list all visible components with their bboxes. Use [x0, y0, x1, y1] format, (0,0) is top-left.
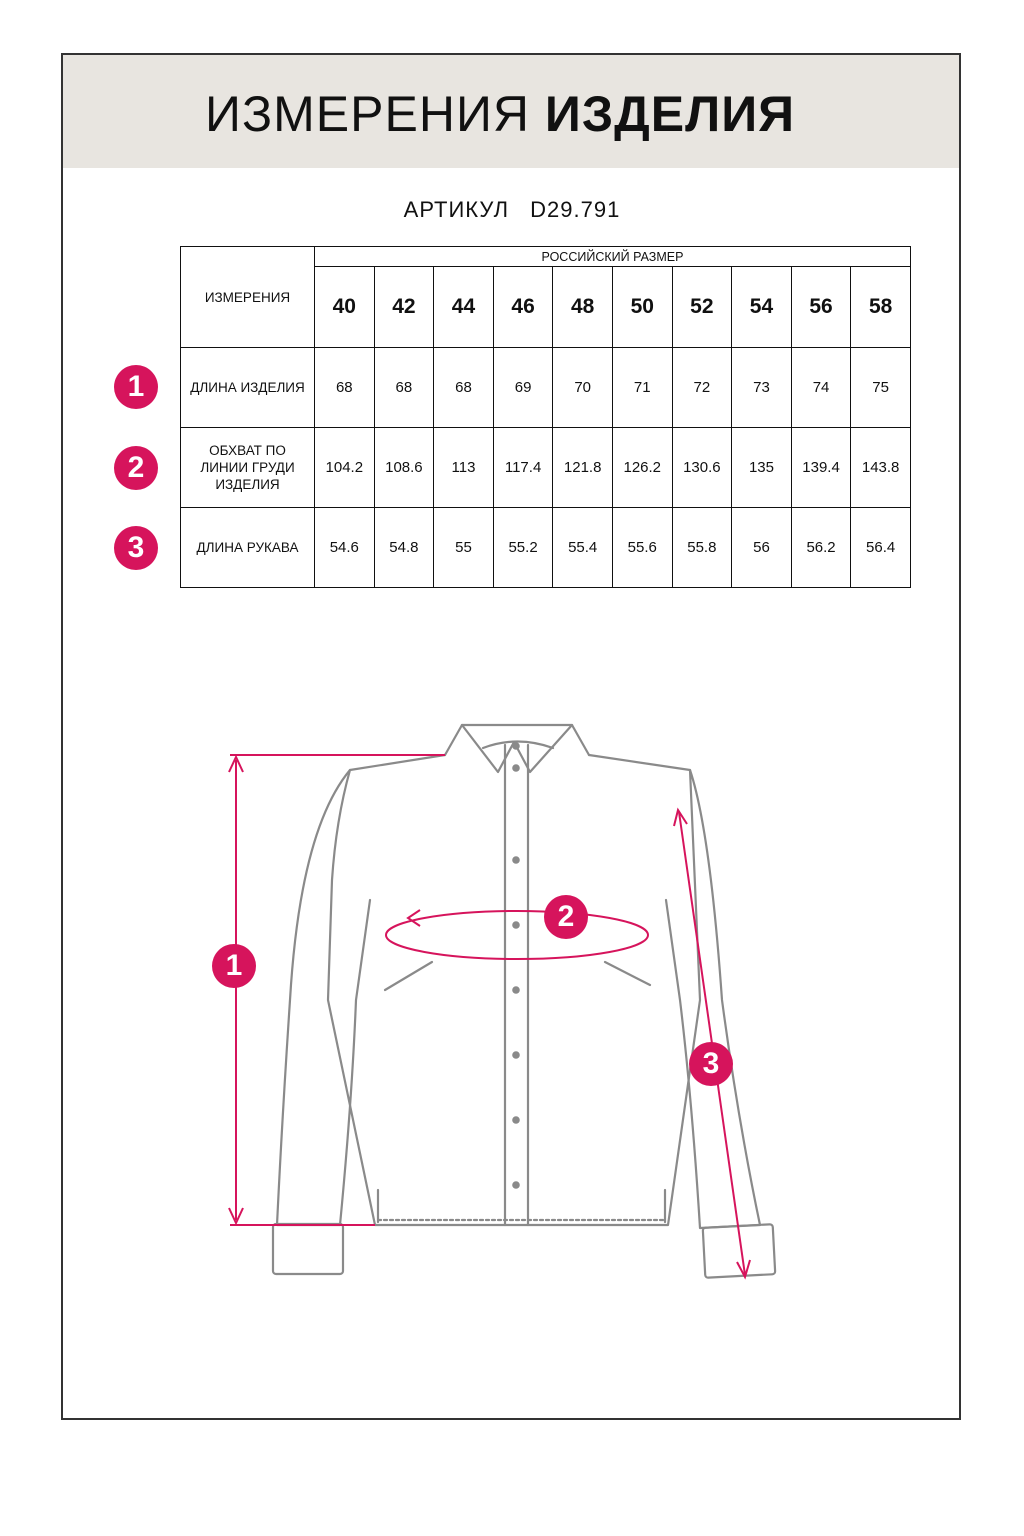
- table-cell: 71: [612, 348, 672, 428]
- chest-ellipse: [386, 911, 648, 959]
- table-cell: 56: [732, 508, 792, 588]
- table-cell: 143.8: [851, 428, 911, 508]
- corner-label: ИЗМЕРЕНИЯ: [181, 247, 315, 348]
- table-cell: 54.8: [374, 508, 434, 588]
- title-bold: ИЗДЕЛИЯ: [544, 86, 796, 142]
- size-group-label: РОССИЙСКИЙ РАЗМЕР: [315, 247, 911, 267]
- row-number-badge-2: 2: [114, 446, 158, 490]
- size-header: 40: [315, 267, 375, 348]
- table-cell: 139.4: [791, 428, 851, 508]
- button-icon: [512, 856, 520, 864]
- article-code: D29.791: [530, 197, 621, 222]
- button-icon: [512, 986, 520, 994]
- size-header: 46: [493, 267, 553, 348]
- table-cell: 117.4: [493, 428, 553, 508]
- title-light: ИЗМЕРЕНИЯ: [205, 86, 530, 142]
- table-cell: 113: [434, 428, 494, 508]
- table-cell: 56.4: [851, 508, 911, 588]
- size-header: 56: [791, 267, 851, 348]
- left-cuff: [273, 1224, 343, 1274]
- row-label: ДЛИНА ИЗДЕЛИЯ: [181, 348, 315, 428]
- size-header: 42: [374, 267, 434, 348]
- table-cell: 74: [791, 348, 851, 428]
- size-header: 58: [851, 267, 911, 348]
- table-cell: 55.2: [493, 508, 553, 588]
- marker-sleeve: 3: [689, 1042, 733, 1086]
- table-cell: 121.8: [553, 428, 613, 508]
- row-number-badge-1: 1: [114, 365, 158, 409]
- table-cell: 68: [434, 348, 494, 428]
- row-label-line: ЛИНИИ ГРУДИ: [200, 460, 295, 475]
- table-cell: 104.2: [315, 428, 375, 508]
- right-sleeve: [666, 770, 760, 1228]
- table-cell: 135: [732, 428, 792, 508]
- marker-chest: 2: [544, 895, 588, 939]
- dart-left: [385, 962, 432, 990]
- table-cell: 55.4: [553, 508, 613, 588]
- button-icon: [512, 1116, 520, 1124]
- shirt-outline: [273, 725, 775, 1278]
- table-cell: 72: [672, 348, 732, 428]
- row-label: ДЛИНА РУКАВА: [181, 508, 315, 588]
- table-cell: 55.6: [612, 508, 672, 588]
- size-header: 50: [612, 267, 672, 348]
- table-cell: 68: [374, 348, 434, 428]
- button-icon: [512, 1181, 520, 1189]
- button-icon: [512, 921, 520, 929]
- table-cell: 75: [851, 348, 911, 428]
- table-cell: 55.8: [672, 508, 732, 588]
- table-cell: 70: [553, 348, 613, 428]
- button-icon: [512, 1051, 520, 1059]
- table-cell: 69: [493, 348, 553, 428]
- size-header: 54: [732, 267, 792, 348]
- button-icon: [512, 742, 520, 750]
- table-cell: 55: [434, 508, 494, 588]
- table-cell: 130.6: [672, 428, 732, 508]
- article-label: АРТИКУЛ: [403, 197, 510, 222]
- marker-length: 1: [212, 944, 256, 988]
- arrow-left-icon: [408, 910, 420, 926]
- size-header: 48: [553, 267, 613, 348]
- row-number-badge-3: 3: [114, 526, 158, 570]
- table-cell: 108.6: [374, 428, 434, 508]
- table-cell: 126.2: [612, 428, 672, 508]
- shirt-buttons: [512, 742, 520, 1189]
- table-cell: 68: [315, 348, 375, 428]
- table-cell: 56.2: [791, 508, 851, 588]
- left-sleeve: [277, 770, 370, 1225]
- size-header: 44: [434, 267, 494, 348]
- row-label-line: ИЗДЕЛИЯ: [215, 477, 280, 492]
- button-icon: [512, 764, 520, 772]
- size-header: 52: [672, 267, 732, 348]
- row-label-line: ОБХВАТ ПО: [209, 443, 286, 458]
- dart-right: [605, 962, 650, 985]
- table-cell: 54.6: [315, 508, 375, 588]
- table-cell: 73: [732, 348, 792, 428]
- measure-chest: [386, 910, 648, 959]
